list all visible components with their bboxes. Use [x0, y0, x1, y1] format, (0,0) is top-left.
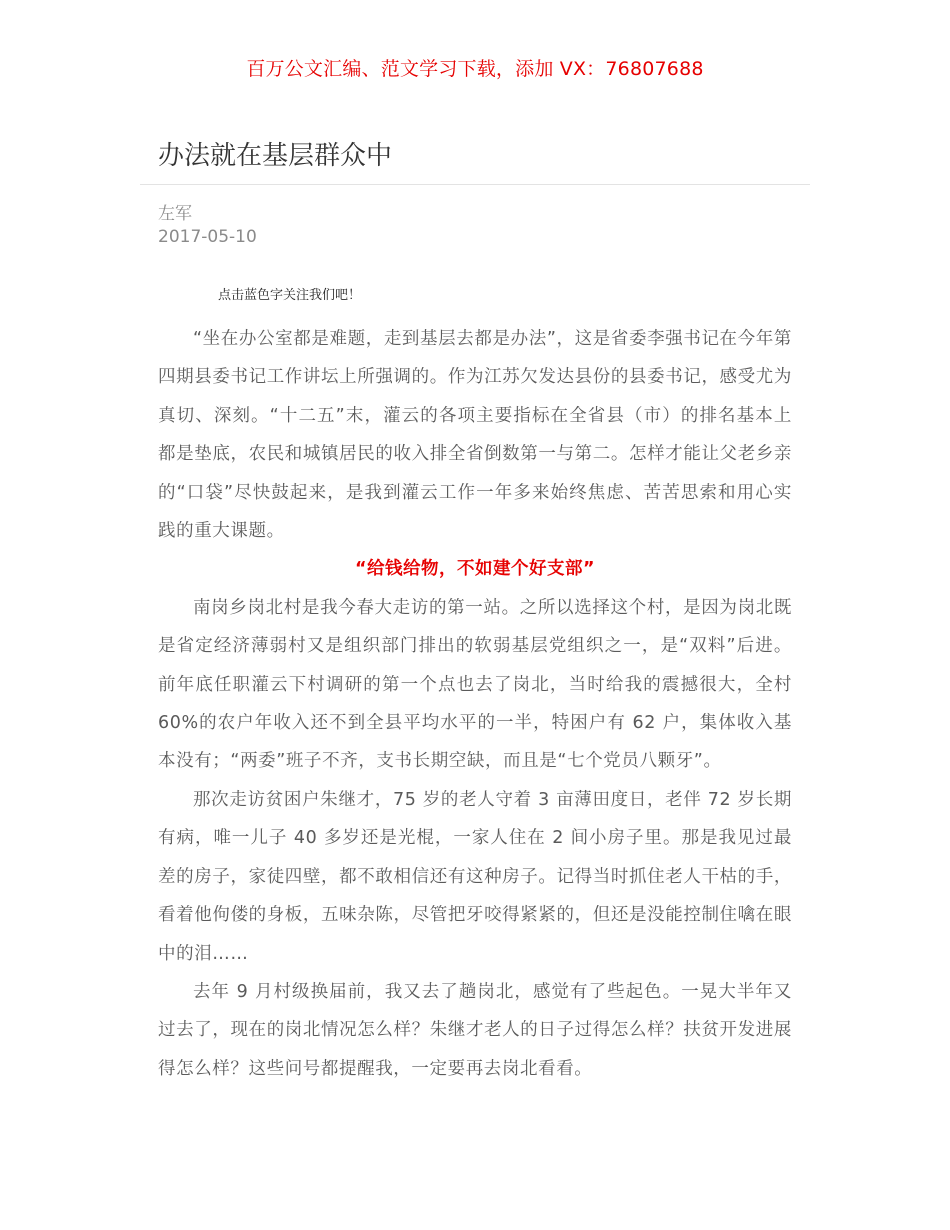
paragraph-1: “坐在办公室都是难题，走到基层去都是办法”，这是省委李强书记在今年第四期县委书记工作讲坛上所强调的。作为江苏欠发达县份的县委书记，感受尤为真切、深刻。“十二五”末，灌云的各项主要指标在全省县（市）的排名基本上都是垫底，农民和城镇居民的收入排全省倒数第一与第二。怎样才能让父老乡亲的“口袋”尽快鼓起来，是我到灌云工作一年多来始终焦虑、苦苦思索和用心实践的重大课题。: [158, 329, 792, 542]
author-name: 左军: [158, 204, 192, 224]
title-divider: [140, 184, 810, 185]
follow-prompt: 点击蓝色字关注我们吧！: [218, 288, 362, 303]
article-meta: [158, 203, 257, 249]
paragraph-3: 那次走访贫困户朱继才，75 岁的老人守着 3 亩薄田度日，老伴 72 岁长期有病，唯一儿子 40 多岁还是光棍，一家人住在 2 间小房子里。那是我见过最差的房子，家徒四壁，都不敢相信还有这种房子。记得当时抓住老人干枯的手，看着他佝偻的身板，五味杂陈，尽管把牙咬得紧紧的，但还是没能控制住噙在眼中的泪……: [158, 789, 792, 964]
article-title: 办法就在基层群众中: [158, 141, 393, 171]
section-heading: “给钱给物，不如建个好支部”: [354, 559, 595, 580]
paragraph-2: 南岗乡岗北村是我今春大走访的第一站。之所以选择这个村，是因为岗北既是省定经济薄弱村又是组织部门排出的软弱基层党组织之一，是“双料”后进。前年底任职灌云下村调研的第一个点也去了岗北，当时给我的震撼很大，全村 60%的农户年收入还不到全县平均水平的一半，特困户有 62 户，集体收入基本没有；“两委”班子不齐，支书长期空缺，而且是“七个党员八颗牙”。: [158, 597, 792, 772]
paragraph-4: 去年 9 月村级换届前，我又去了趟岗北，感觉有了些起色。一晃大半年又过去了，现在的岗北情况怎么样？朱继才老人的日子过得怎么样？扶贫开发进展得怎么样？这些问号都提醒我，一定要再去岗北看看。: [158, 981, 792, 1079]
header-banner: 百万公文汇编、范文学习下载，添加 VX：76807688: [246, 58, 704, 80]
publish-date: 2017-05-10: [158, 227, 257, 247]
article-body: [158, 320, 792, 1088]
